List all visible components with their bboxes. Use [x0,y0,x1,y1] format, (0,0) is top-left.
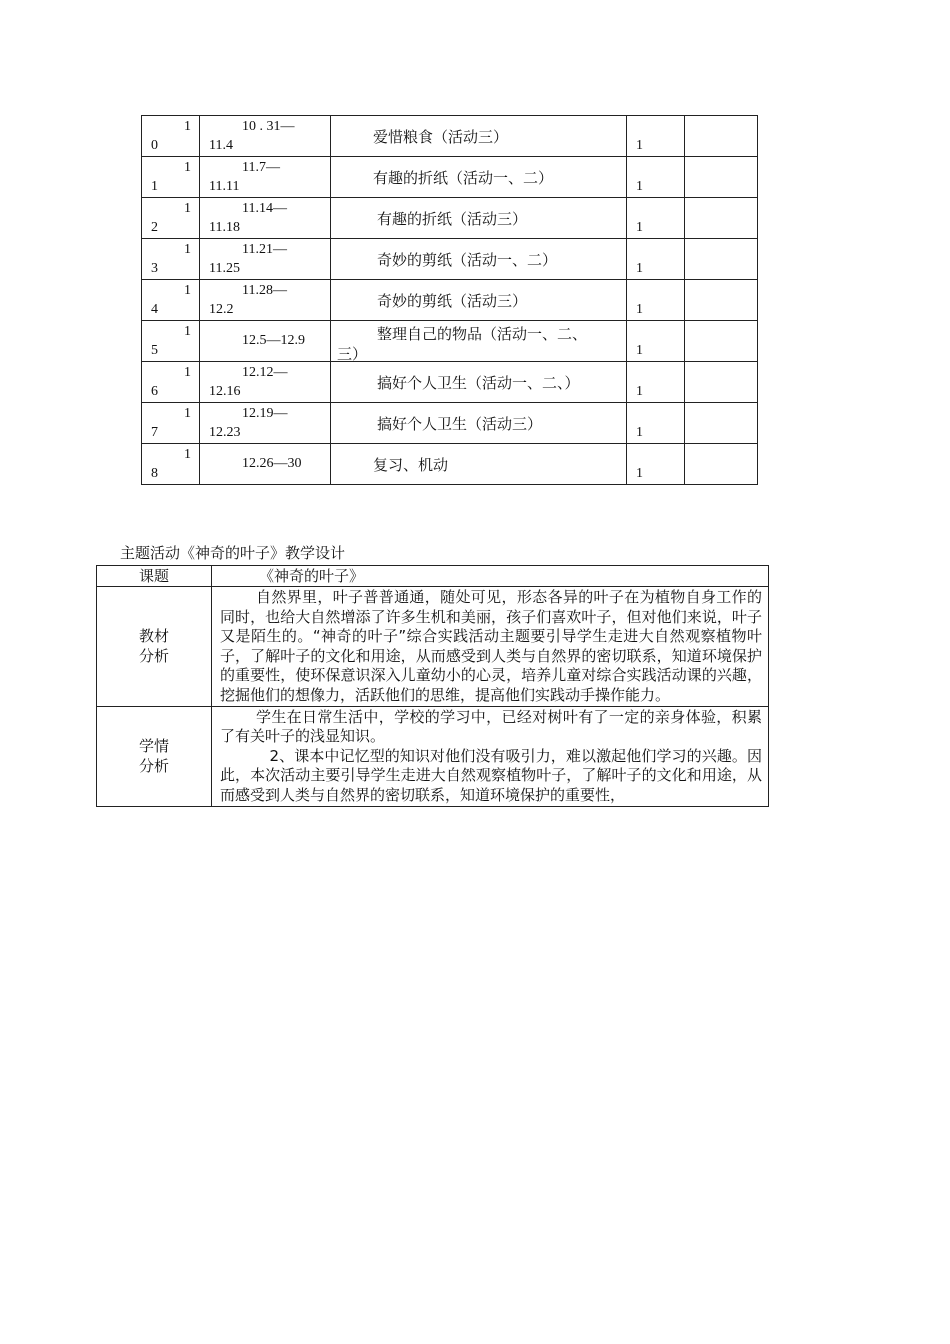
row-number-cell: 1 6 [142,362,200,403]
hours-cell: 1 [627,280,685,321]
date-cell: 11.7— 11.11 [200,157,331,198]
row-number-cell: 1 5 [142,321,200,362]
note-cell [685,198,758,239]
row-number-cell: 1 1 [142,157,200,198]
row-number-cell: 1 4 [142,280,200,321]
row-number-cell: 1 8 [142,444,200,485]
topic-cell: 奇妙的剪纸（活动一、二） [331,239,627,280]
student-analysis-row [97,706,769,806]
note-cell [685,157,758,198]
topic-cell: 爱惜粮食（活动三） [331,116,627,157]
material-analysis-label: 教材 分析 [97,587,212,707]
topic-cell: 有趣的折纸（活动一、二） [331,157,627,198]
hours-cell: 1 [627,362,685,403]
note-cell [685,362,758,403]
hours-cell: 1 [627,198,685,239]
schedule-row [142,198,758,239]
topic-row [97,566,769,587]
schedule-row [142,116,758,157]
date-cell: 12.5—12.9 [200,321,331,362]
date-cell: 11.28— 12.2 [200,280,331,321]
topic-cell: 复习、机动 [331,444,627,485]
topic-label: 课题 [97,566,212,587]
schedule-row [142,239,758,280]
note-cell [685,116,758,157]
date-cell: 11.14— 11.18 [200,198,331,239]
date-cell: 10 . 31— 11.4 [200,116,331,157]
topic-value: 《神奇的叶子》 [212,566,769,587]
row-number-cell: 1 2 [142,198,200,239]
hours-cell: 1 [627,444,685,485]
topic-cell: 搞好个人卫生（活动三） [331,403,627,444]
material-analysis-text: 自然界里，叶子普普通通，随处可见，形态各异的叶子在为植物自身工作的同时，也给大自然增添了许多生机和美丽，孩子们喜欢叶子，但对他们来说，叶子又是陌生的。“神奇的叶子”综合实践活动主题要引导学生走进大自然观察植物叶子，了解叶子的文化和用途，从而感受到人类与自然界的密切联系，知道环境保护的重要性，使环保意识深入儿童幼小的心灵，培养儿童对综合实践活动课的兴趣，挖掘他们的想像力，活跃他们的思维，提高他们实践动手操作能力。 [212,587,769,707]
schedule-row [142,444,758,485]
student-analysis-label: 学情 分析 [97,706,212,806]
date-cell: 12.12— 12.16 [200,362,331,403]
schedule-row [142,157,758,198]
date-cell: 12.26—30 [200,444,331,485]
schedule-table [141,115,758,485]
student-analysis-text: 学生在日常生活中，学校的学习中，已经对树叶有了一定的亲身体验，积累了有关叶子的浅显知识。 2、课本中记忆型的知识对他们没有吸引力，难以激起他们学习的兴趣。因此，本次活动主要引导学生走进大自然观察植物叶子，了解叶子的文化和用途，从而感受到人类与自然界的密切联系，知道环境保护的重要性， [212,706,769,806]
schedule-row [142,362,758,403]
design-table [96,565,769,807]
material-analysis-row [97,587,769,707]
schedule-row [142,280,758,321]
hours-cell: 1 [627,116,685,157]
note-cell [685,280,758,321]
row-number-cell: 1 3 [142,239,200,280]
topic-cell: 有趣的折纸（活动三） [331,198,627,239]
note-cell [685,444,758,485]
hours-cell: 1 [627,321,685,362]
hours-cell: 1 [627,403,685,444]
topic-cell: 整理自己的物品（活动一、二、 三） [331,321,627,362]
note-cell [685,403,758,444]
row-number-cell: 1 0 [142,116,200,157]
row-number-cell: 1 7 [142,403,200,444]
schedule-row [142,321,758,362]
schedule-row [142,403,758,444]
hours-cell: 1 [627,157,685,198]
topic-cell: 奇妙的剪纸（活动三） [331,280,627,321]
topic-cell: 搞好个人卫生（活动一、二、） [331,362,627,403]
note-cell [685,239,758,280]
date-cell: 11.21— 11.25 [200,239,331,280]
date-cell: 12.19— 12.23 [200,403,331,444]
hours-cell: 1 [627,239,685,280]
design-title: 主题活动《神奇的叶子》教学设计 [120,544,346,562]
note-cell [685,321,758,362]
